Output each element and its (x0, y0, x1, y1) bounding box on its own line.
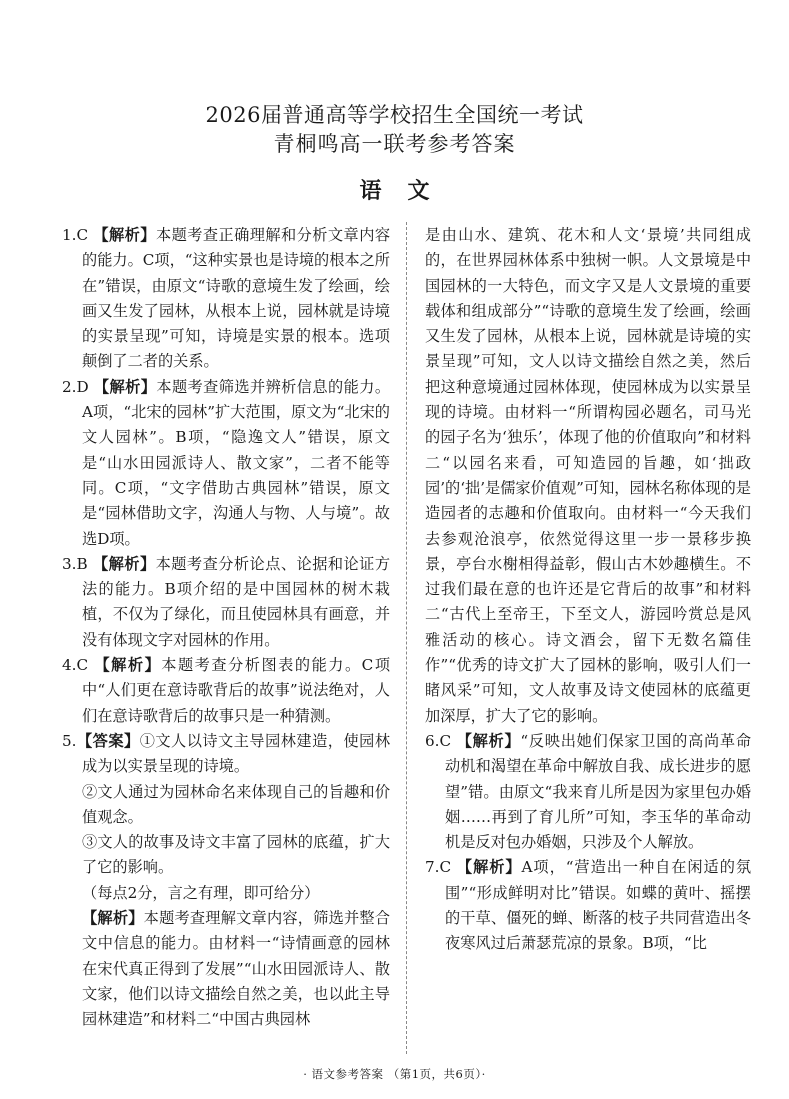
item-text: 本题考查筛选并辨析信息的能力。A项，“北宋的园林”扩大范围，原文为“北宋的文人园林”。B项，“隐逸文人”错误，原文是“山水田园派诗人、散文家”，二者不能等同。C项，“文字借助古典园林”错误，原文是“园林借助文字，沟通人与物、人与境”。故选D项。 (82, 377, 390, 548)
subject-heading: 语文 (359, 178, 456, 204)
item-number: 1.C (62, 226, 89, 244)
item-number: 3.B (62, 554, 88, 573)
answer-point-3: ③文人的故事及诗文丰富了园林的底蕴，扩大了它的影响。 (82, 833, 390, 877)
item-text: 本题考查理解文章内容，筛选并整合文中信息的能力。由材料一“诗情画意的园林在宋代真正得到了发展”“山水田园派诗人、散文家，他们以诗文描绘自然之美，也以此主导园林建造”和材料二“中国古典园林 (82, 909, 390, 1029)
page-footer: · 语文参考答案 （第1页，共6页）· (303, 1067, 486, 1081)
item-text: A项，“营造出一种自在闲适的氛围”“形成鲜明对比”错误。如蝶的黄叶、摇摆的干草、僵死的蝉、断落的枝子共同营造出冬夜寒风过后萧瑟荒凉的景象。B项，“比 (445, 858, 751, 953)
scoring-note: （每点2分，言之有理，即可给分） (82, 883, 320, 902)
answer-item-5-analysis-continued: 是由山水、建筑、花木和人文‘景境’共同组成的，在世界园林体系中独树一帜。人文景境是中国园林的一大特色，而文字又是人文景境的重要载体和组成部分”“诗歌的意境生发了绘画，绘画又生发了园林，从根本上说，园林就是诗境的实景呈现”可知，文人以诗文描绘自然之美，然后把这种意境通过园林体现，使园林成为以实景呈现的诗境。由材料一“所谓构园必题名，司马光的园子名为‘独乐’，体现了他的价值取向”和材料二“以园名来看，可知造园的旨趣，如‘拙政园’的‘拙’是儒家价值观”可知，园林名称体现的是造园者的志趣和价值取向。由材料一“今天我们去参观沧浪亭，依然觉得这里一步一景移步换景，亭台水榭相得益彰，假山古木妙趣横生。不过我们最在意的也许还是它背后的故事”和材料二“古代上至帝王，下至文人，游园吟赏总是风雅活动的核心。诗文酒会，留下无数名篇佳作”“优秀的诗文扩大了园林的影响，吸引人们一睹风采”可知，文人故事及诗文使园林的底蕴更加深厚，扩大了它的影响。 (425, 226, 751, 725)
analysis-tag: 【解析】 (93, 226, 156, 244)
item-number: 7.C (425, 858, 452, 877)
answer-tag: 【答案】 (76, 731, 140, 750)
item-number: 4.C (62, 656, 89, 675)
right-column (425, 223, 751, 1053)
item-number: 6.C (425, 731, 452, 750)
item-text: “反映出她们保家卫国的高尚革命动机和渴望在革命中解放自我、成长进步的愿望”错。由原文“我来育儿所是因为家里包办婚姻……再到了育儿所”可知，李玉华的革命动机是反对包办婚姻，只涉及个人解放。 (445, 731, 751, 852)
answer-item-5 (62, 729, 390, 780)
exam-title: 2026届普通高等学校招生全国统一考试 (205, 103, 584, 127)
item-text: 本题考查分析图表的能力。C项中“人们更在意诗歌背后的故事”说法绝对，人们在意诗歌背后的故事只是一种猜测。 (82, 656, 390, 725)
answer-point-2: ②文人通过为园林命名来体现自己的旨趣和价值观念。 (82, 782, 390, 826)
item-text: 本题考查正确理解和分析文章内容的能力。C项，“这种实景也是诗境的根本之所在”错误，由原文“诗歌的意境生发了绘画，绘画又生发了园林，从根本上说，园林就是诗境的实景呈现”可知，诗境是实景的根本。选项颠倒了二者的关系。 (82, 226, 390, 371)
answer-item-3 (62, 552, 390, 653)
analysis-tag: 【解析】 (93, 377, 157, 396)
left-column (62, 223, 390, 1053)
answer-item-1 (62, 223, 390, 375)
analysis-tag: 【解析】 (456, 858, 522, 877)
item-text: 本题考查分析论点、论据和论证方法的能力。B项介绍的是中国园林的树木栽植，不仅为了绿化，而且使园林具有画意，并没有体现文字对园林的作用。 (82, 554, 390, 649)
answer-item-6 (425, 729, 751, 855)
answer-item-5-analysis (62, 906, 390, 1032)
analysis-tag: 【解析】 (94, 656, 162, 675)
answer-item-4 (62, 653, 390, 729)
column-divider (406, 222, 407, 1054)
item-number: 2.D (62, 377, 89, 396)
item-text: ①文人以诗文主导园林建造，使园林成为以实景呈现的诗境。 (82, 731, 390, 776)
answer-item-2 (62, 375, 390, 552)
answer-item-7 (425, 855, 751, 956)
analysis-tag: 【解析】 (82, 909, 144, 928)
item-number: 5. (62, 731, 77, 750)
analysis-tag: 【解析】 (92, 554, 156, 573)
analysis-tag: 【解析】 (456, 731, 521, 750)
exam-subtitle: 青桐鸣高一联考参考答案 (273, 132, 516, 156)
